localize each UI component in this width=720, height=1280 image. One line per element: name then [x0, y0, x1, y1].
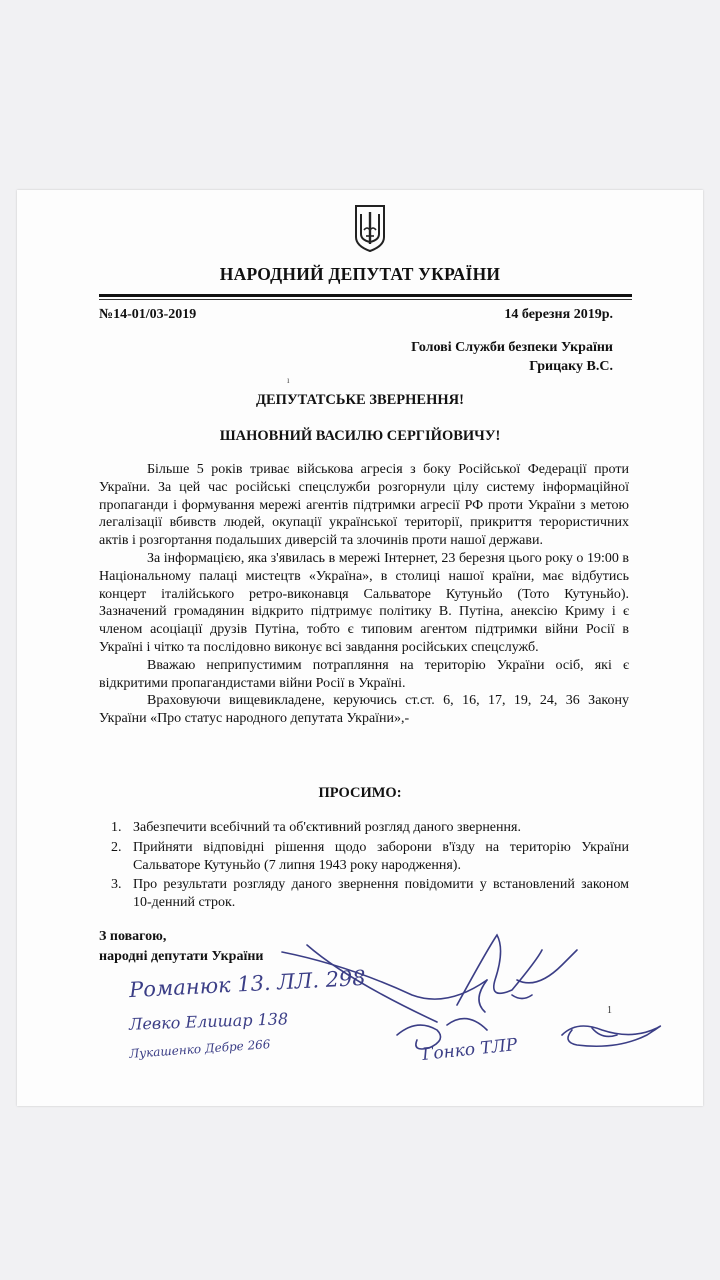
stray-mark: ı — [287, 375, 290, 385]
paragraph: За інформацією, яка з'явилась в мережі Інтернет, 23 березня цього року о 19:00 в Національному палаці мистецтв «Україна», в столиці нашої країни, має відбутись концерт італійського ретро-виконавця Сальваторе Кутуньйо (Тото Кутуньйо). Зазначений громадянин відкрито підтримує політику В. Путіна, анексію Криму і є членом асоціації друзів Путіна, тобто є типовим агентом підтримки війни Росії в Україні і чітко та послідовно виконує всі завдання російських спецслужб. — [99, 550, 629, 655]
paragraph: Враховуючи вищевикладене, керуючись ст.ст. 6, 16, 17, 19, 24, 36 Закону України «Про статус народного депутата України»,- — [99, 693, 629, 727]
request-title: ПРОСИМО: — [318, 785, 402, 801]
list-item — [111, 819, 629, 837]
appeal-title: ДЕПУТАТСЬКЕ ЗВЕРНЕННЯ! — [256, 392, 464, 408]
signature-line-4: Гонко ТЛР — [421, 1035, 519, 1065]
signature-line-3: Лукашенко Дебре 266 — [128, 1037, 271, 1061]
closing-line-1: З повагою, — [99, 929, 167, 944]
header-rule-thin — [99, 299, 632, 300]
closing — [99, 927, 263, 967]
body-text — [99, 461, 629, 728]
salutation: ШАНОВНИЙ ВАСИЛЮ СЕРГІЙОВИЧУ! — [219, 428, 501, 444]
request-list — [111, 819, 629, 914]
addressee-line-1: Голові Служби безпеки України — [411, 340, 613, 355]
header-rule-thick — [99, 294, 632, 297]
signature-line-2: Левко Елишар 138 — [128, 1009, 289, 1034]
document-page — [17, 190, 703, 1106]
list-item — [111, 876, 629, 912]
list-item-number: 1. — [111, 820, 122, 835]
addressee-line-2: Грицаку В.С. — [529, 359, 613, 374]
list-item-number: 3. — [111, 877, 122, 893]
header-title: НАРОДНИЙ ДЕПУТАТ УКРАЇНИ — [219, 264, 501, 284]
list-item — [111, 839, 629, 875]
paragraph: Вважаю неприпустимим потрапляння на територію України осіб, які є відкритими пропагандистами війни Росії в Україні. — [99, 657, 629, 691]
list-item-text: Прийняти відповідні рішення щодо заборони в'їзду на територію України Сальваторе Кутуньйо (7 липня 1943 року народження). — [133, 839, 629, 873]
page-number: 1 — [607, 1005, 612, 1016]
list-item-number: 2. — [111, 839, 122, 855]
paragraph: Більше 5 років триває військова агресія з боку Російської Федерації проти України. За цей час російські спецслужби розгорнули цілу систему інформаційної пропаганди і формування мережі агентів підтримки агресії РФ проти України з метою легалізації вбивств людей, окупації української території, прикриття терористичних актів і розгортання подальших диверсій та злочинів проти нашої держави. — [99, 462, 629, 549]
closing-line-2: народні депутати України — [99, 949, 264, 964]
list-item-text: Про результати розгляду даного звернення повідомити у встановлений законом 10-денний строк. — [133, 877, 629, 911]
trident-emblem-icon — [353, 204, 387, 252]
document-date: 14 березня 2019р. — [504, 307, 613, 322]
document-number: №14-01/03-2019 — [99, 307, 197, 322]
addressee — [411, 338, 613, 376]
list-item-text: Забезпечити всебічний та об'єктивний розгляд даного звернення. — [133, 820, 521, 835]
signature-line-1: Романюк 13. ЛЛ. 298 — [128, 965, 367, 1003]
